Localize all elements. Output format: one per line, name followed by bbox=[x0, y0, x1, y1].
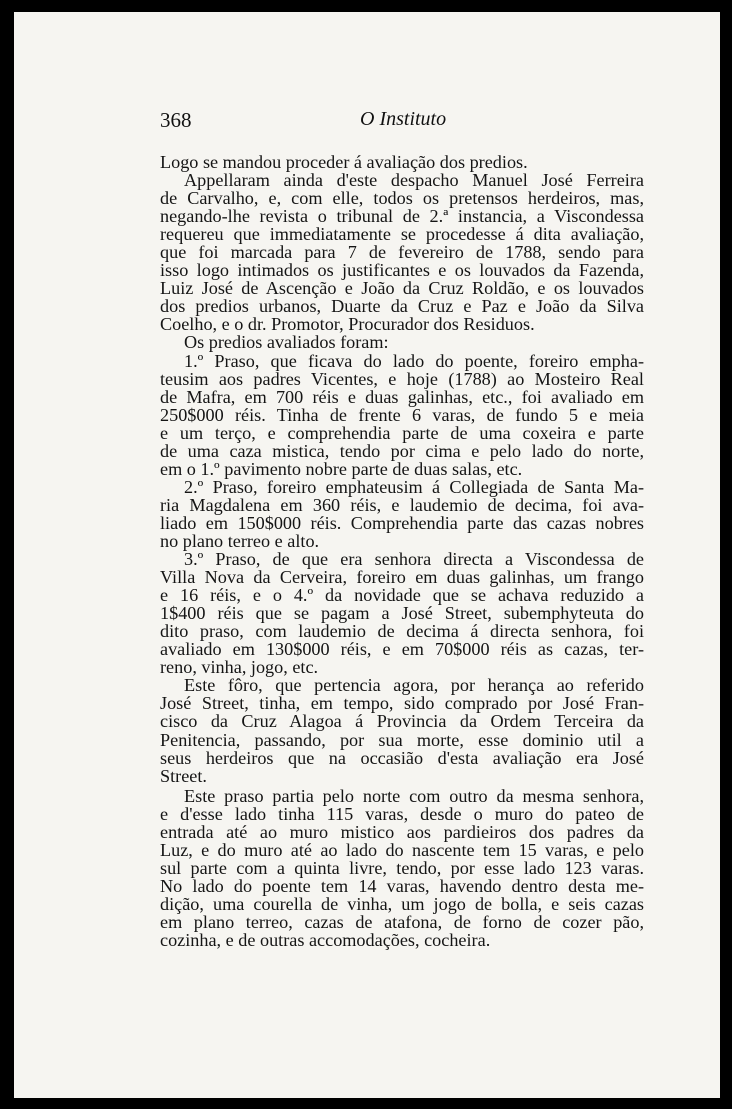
text-line: liado em 150$000 réis. Comprehendia parte das cazas nobres bbox=[160, 512, 644, 533]
text-line: Street. bbox=[160, 765, 207, 786]
text-line: de uma caza mistica, tendo por cima e pelo lado do norte, bbox=[160, 440, 644, 461]
text-line: Luiz José de Ascenção e João da Cruz Roldão, e os louvados bbox=[160, 278, 644, 299]
text-line: dito praso, com laudemio de decima á directa senhora, foi bbox=[160, 621, 644, 642]
text-line: 1.º Praso, que ficava do lado do poente, foreiro empha- bbox=[184, 350, 644, 371]
text-line: Luz, e do muro até ao lado do nascente tem 15 varas, e pelo bbox=[160, 839, 644, 860]
text-line: requereu que immediatamente se procedesse á dita avaliação, bbox=[160, 224, 644, 245]
page-header bbox=[160, 108, 644, 132]
text-line: e 16 réis, e o 4.º da novidade que se achava reduzido a bbox=[160, 585, 644, 606]
text-line: Penitencia, passando, por sua morte, esse dominio util a bbox=[160, 729, 644, 750]
text-line: Este praso partia pelo norte com outro da mesma senhora, bbox=[184, 785, 644, 806]
text-line: ria Magdalena em 360 réis, e laudemio de decima, foi ava- bbox=[160, 494, 644, 515]
text-line: de Mafra, em 700 réis e duas galinhas, etc., foi avaliado em bbox=[160, 386, 644, 407]
text-line: que foi marcada para 7 de fevereiro de 1788, sendo para bbox=[160, 242, 644, 263]
text-line: seus herdeiros que na occasião d'esta avaliação era José bbox=[160, 747, 644, 768]
text-line: Este fôro, que pertencia agora, por herança ao referido bbox=[184, 675, 644, 696]
text-line: no plano terreo e alto. bbox=[160, 530, 320, 551]
text-line: isso logo intimados os justificantes e os louvados da Fazenda, bbox=[160, 260, 644, 281]
text-line: de Carvalho, e, com elle, todos os pretensos herdeiros, mas, bbox=[160, 188, 644, 209]
text-line: 250$000 réis. Tinha de frente 6 varas, de fundo 5 e meia bbox=[160, 404, 644, 425]
text-line: Os predios avaliados foram: bbox=[184, 332, 389, 353]
text-line: entrada até ao muro mistico aos pardieiros dos padres da bbox=[160, 821, 644, 842]
text-line: reno, vinha, jogo, etc. bbox=[160, 657, 319, 678]
text-line: cozinha, e de outras accomodações, cocheira. bbox=[160, 930, 491, 951]
text-line: em o 1.º pavimento nobre parte de duas salas, etc. bbox=[160, 458, 523, 479]
text-line: Coelho, e o dr. Promotor, Procurador dos Residuos. bbox=[160, 314, 535, 335]
text-line: negando-lhe revista o tribunal de 2.ª instancia, a Viscondessa bbox=[160, 206, 644, 227]
text-line: em plano terreo, cazas de atafona, de forno de cozer pão, bbox=[160, 911, 644, 932]
text-line: e um terço, e comprehendia parte de uma coxeira e parte bbox=[160, 422, 644, 443]
book-page bbox=[14, 12, 720, 1098]
text-line: teusim aos padres Vicentes, e hoje (1788) ao Mosteiro Real bbox=[160, 368, 644, 389]
text-line: dos predios urbanos, Duarte da Cruz e Paz e João da Silva bbox=[160, 296, 644, 317]
running-title: O Instituto bbox=[360, 108, 447, 130]
text-line: José Street, tinha, em tempo, sido comprado por José Fran- bbox=[160, 693, 644, 714]
text-line: Appellaram ainda d'este despacho Manuel José Ferreira bbox=[184, 170, 644, 191]
page-number: 368 bbox=[160, 108, 192, 132]
text-line: e d'esse lado tinha 115 varas, desde o muro do pateo de bbox=[160, 803, 644, 824]
text-line: 3.º Praso, de que era senhora directa a Viscondessa de bbox=[184, 549, 644, 570]
text-line: No lado do poente tem 14 varas, havendo dentro desta me- bbox=[160, 875, 644, 896]
text-line: 2.º Praso, foreiro emphateusim á Collegiada de Santa Ma- bbox=[184, 476, 644, 497]
text-line: avaliado em 130$000 réis, e em 70$000 réis as cazas, ter- bbox=[160, 639, 644, 660]
text-line: cisco da Cruz Alagoa á Provincia da Ordem Terceira da bbox=[160, 711, 644, 732]
text-line: Logo se mandou proceder á avaliação dos predios. bbox=[160, 152, 528, 172]
body-text bbox=[160, 153, 644, 949]
text-line: dição, uma courella de vinha, um jogo de bolla, e seis cazas bbox=[160, 893, 644, 914]
text-line: 1$400 réis que se pagam a José Street, subemphyteuta do bbox=[160, 603, 644, 624]
text-line: Villa Nova da Cerveira, foreiro em duas galinhas, um frango bbox=[160, 567, 644, 588]
text-line: sul parte com a quinta livre, tendo, por esse lado 123 varas. bbox=[160, 857, 644, 878]
